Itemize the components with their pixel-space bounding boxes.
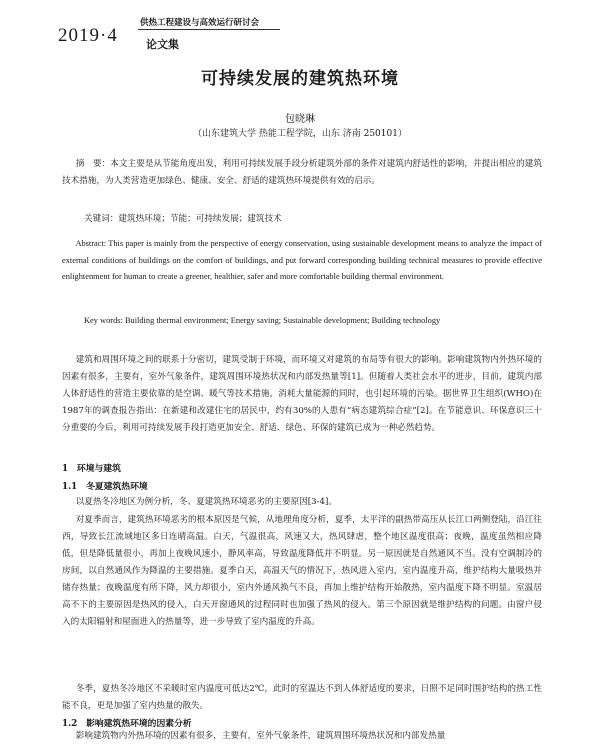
heading-1-2: 1.2 影响建筑热环境的因素分析: [62, 719, 192, 729]
author: 包晓琳: [285, 114, 315, 125]
paragraph-1-1b: 对夏季而言，建筑热环境恶劣的根本原因是气候，从地理角度分析，夏季，太平洋的副热带高压从长江口两侧登陆，沿江往西，导致长江流域地区多日连晴高温。白天，气温很高，风速又大，热风肆虐，整个地区温度很高；夜晚，温度虽然相应降低，但是降低量很小，再加上夜晚风速小，静风率高，导致温度降低并不明显。另一原因就是自然通风不当。没有空调制冷的房间，以自然通风作为降温的主要措施。夏季白天，高温天气的情况下，热风进入室内，室内温度升高，维护结构大量吸热并储存热量；夜晚温度有所下降，风力却很小，室内外通风换气不良，再加上维护结构开始散热，室内温度下降不明显。室温居高不下的主要原因是热风的侵入，白天开窗通风的过程同时也加强了热风的侵入。第三个原因就是维护结构的问题。由窗户侵入的太阳辐射和屋面进入的热量等，进一步导致了室内温度的升高。: [62, 515, 542, 627]
keywords-cn: 关键词：建筑热环境；节能；可持续发展；建筑技术: [84, 214, 282, 224]
paragraph-1-1c: 冬季，夏热冬冷地区不采暖时室内温度可低达2℃，此时的室温达不到人体舒适度的要求，日照不足同时围护结构的热工性能不良，更是加强了室内热量的散失。: [62, 684, 542, 711]
paper-title: 可持续发展的建筑热环境: [201, 69, 399, 89]
paragraph-1-1a: 以夏热冬冷地区为例分析，冬、夏建筑热环境恶劣的主要原因[3-4]。: [75, 497, 337, 507]
header-rule: [138, 29, 280, 30]
heading-1: 1 环境与建筑: [62, 464, 121, 474]
intro-paragraph: 建筑和周围环境之间的联系十分密切，建筑受制于环境，而环境又对建筑的布局等有很大的影响。影响建筑物内外热环境的因素有很多，主要有，室外气象条件，建筑周围环境热状况和内部发热量等[1]。但随着人类社会水平的进步，目前，建筑内部人体舒适性的营造主要依靠的是空调、暖气等技术措施，消耗大量能源的同时，也引起环境的污染。据世界卫生组织(WHO)在1987年的调查报告指出：在新建和改建住宅的居民中，约有30%的人患有“病态建筑综合症”[2]。在节能意识、环保意识三十分重要的今后，利用可持续发展手段打造更加安全、舒适、绿色、环保的建筑已成为一种必然趋势。: [62, 355, 542, 433]
affiliation: （山东建筑大学 热能工程学院，山东 济南 250101）: [193, 129, 407, 139]
section-label: 论文集: [146, 38, 179, 51]
abstract-en: Abstract: This paper is mainly from the perspective of energy conservation, using sustainable development means to analyze the impact of external conditions of buildings on the comfort of buildings, and put forward corresponding building technical measures to provide effective enlightenment for human to create a greener, healthier, safer and more comfortable building thermal environment.: [62, 239, 542, 281]
issue-year: 2019·4: [58, 25, 118, 46]
paragraph-1-2: 影响建筑物内外热环境的因素有很多，主要有，室外气象条件，建筑周围环境热状况和内部发热量: [75, 731, 446, 741]
heading-1-1: 1.1 冬夏建筑热环境: [62, 482, 148, 492]
journal-name: 供热工程建设与高效运行研讨会: [140, 18, 260, 28]
abstract-cn: 摘 要：本文主要是从节能角度出发，利用可持续发展手段分析建筑外部的条件对建筑内舒适性的影响，并提出相应的建筑技术措施，为人类营造更加绿色、健康、安全、舒适的建筑热环境提供有效的启示。: [62, 159, 542, 186]
keywords-en: Key words: Building thermal environment; Energy saving; Sustainable development; Building technology: [84, 316, 441, 325]
